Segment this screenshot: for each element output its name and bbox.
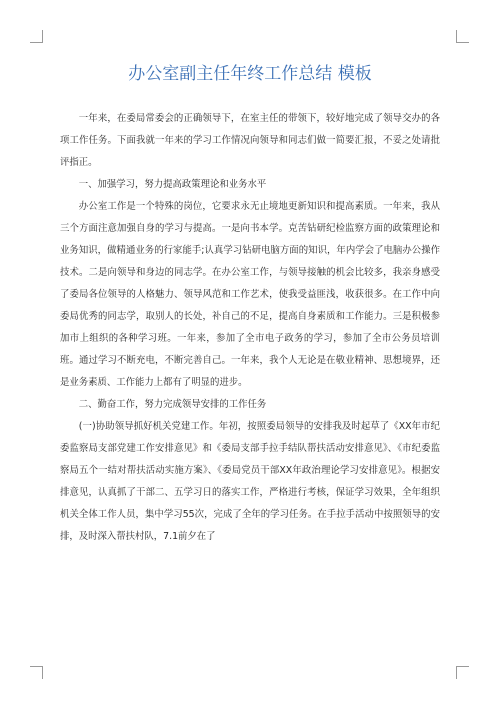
section-heading-1: 一、加强学习，努力提高政策理论和业务水平 [78, 179, 267, 190]
crop-mark-bottom-right [456, 666, 469, 679]
crop-mark-top-right [456, 30, 469, 43]
intro-paragraph: 一年来，在委局常委会的正确领导下，在室主任的带领下，较好地完成了领导交办的各项工作任务。下面我就一年来的学习工作情况向领导和同志们做一简要汇报，不妥之处请批评指正。 [60, 113, 440, 168]
document-title: 办公室副主任年终工作总结 模板 [128, 64, 372, 84]
crop-mark-top-left [30, 30, 43, 43]
section-heading-2: 二、勤奋工作，努力完成领导安排的工作任务 [78, 399, 267, 410]
section-2-paragraph: (一)协助领导抓好机关党建工作。年初，按照委局领导的安排我及时起草了《XX年市纪委监察局支部党建工作安排意见》和《委局支部手拉手结队帮扶活动安排意见》、《市纪委监察局五个一结对帮扶活动实施方案》、《委局党员干部XX年政治理论学习安排意见》。根据安排意见，认真抓了干部二、五学习日的落实工作，严格进行考核，保证学习效果，全年组织机关全体工作人员，集中学习55次，完成了全年的学习任务。在手拉手活动中按照领导的安排，及时深入帮扶村队，7.1前夕在了 [60, 421, 440, 542]
crop-mark-bottom-left [30, 666, 43, 679]
document-body [60, 108, 440, 548]
section-1-paragraph: 办公室工作是一个特殊的岗位，它要求永无止境地更新知识和提高素质。一年来，我从三个方面注意加强自身的学习与提高。一是向书本学。克苦钻研纪检监察方面的政策理论和业务知识，做精通业务的行家能手;认真学习钻研电脑方面的知识，年内学会了电脑办公操作技术。二是向领导和身边的同志学。在办公室工作，与领导接触的机会比较多，我亲身感受了委局各位领导的人格魅力、领导风范和工作艺术，使我受益匪浅，收获很多。在工作中向委局优秀的同志学，取别人的长处，补自己的不足，提高自身素质和工作能力。三是积极参加市上组织的各种学习班。一年来，参加了全市电子政务的学习，参加了全市公务员培训班。通过学习不断充电，不断完善自己。一年来，我个人无论是在敬业精神、思想境界，还是业务素质、工作能力上都有了明显的进步。 [60, 201, 440, 388]
